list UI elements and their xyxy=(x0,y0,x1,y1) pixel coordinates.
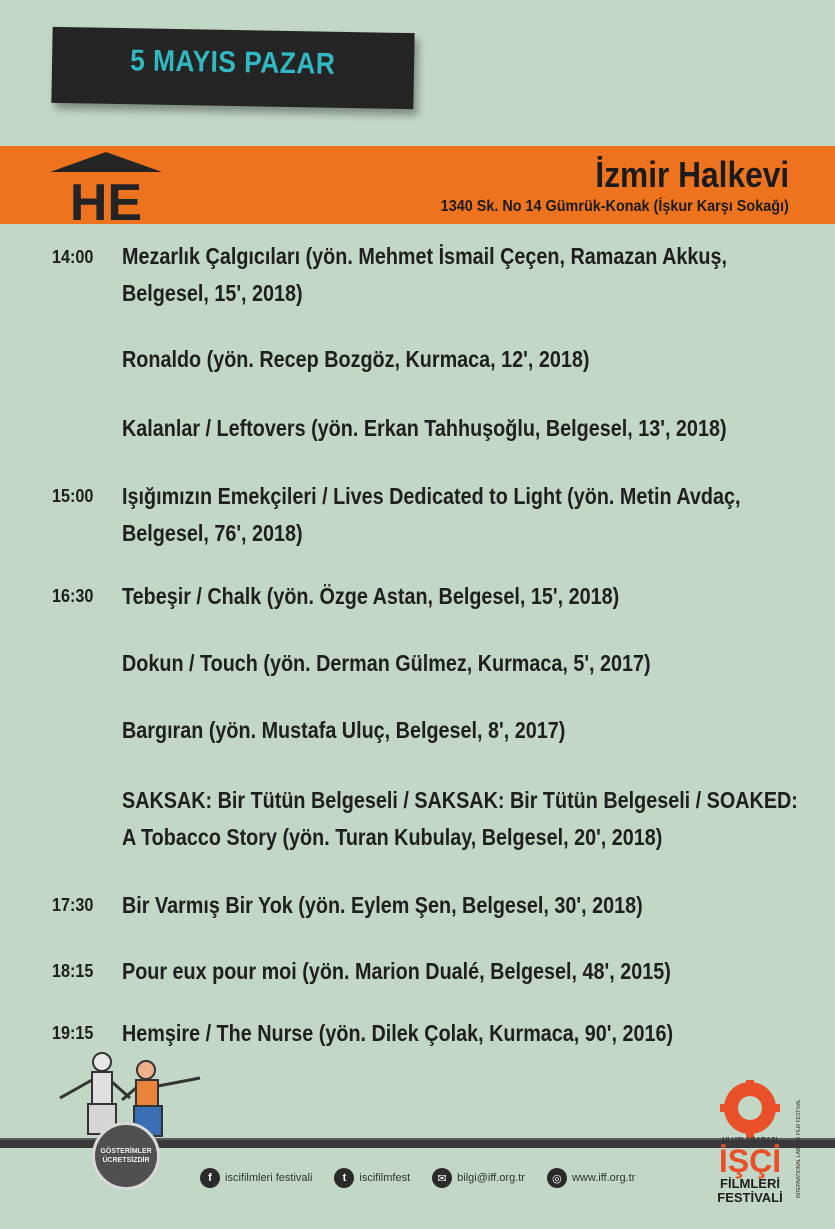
film-entry xyxy=(122,341,724,378)
svg-text:ULUSLARARASI: ULUSLARARASI xyxy=(722,1137,778,1144)
film-line: Dokun / Touch (yön. Derman Gülmez, Kurmaca, 5', 2017) xyxy=(122,650,651,676)
mail-icon: ✉ xyxy=(432,1168,452,1188)
svg-text:FESTİVALİ: FESTİVALİ xyxy=(717,1190,783,1205)
venue-name: İzmir Halkevi xyxy=(595,154,789,195)
venue-header xyxy=(0,146,835,224)
free-screenings-badge: GÖSTERİMLER ÜCRETSİZDİR xyxy=(92,1122,160,1190)
film-entry xyxy=(122,645,724,682)
film-line: Belgesel, 15', 2018) xyxy=(122,280,303,306)
film-line: SAKSAK: Bir Tütün Belgeseli / SAKSAK: Bir Tütün Belgeseli / SOAKED: xyxy=(122,787,798,813)
social-label: iscifilmleri festivali xyxy=(225,1172,313,1184)
film-line: Mezarlık Çalgıcıları (yön. Mehmet İsmail Çeçen, Ramazan Akkuş, xyxy=(122,243,727,269)
svg-text:INTERNATIONAL LABOUR FILM FEST: INTERNATIONAL LABOUR FILM FESTIVAL xyxy=(796,1099,802,1198)
film-line: Kalanlar / Leftovers (yön. Erkan Tahhuşoğlu, Belgesel, 13', 2018) xyxy=(122,415,727,441)
day-title: 5 MAYIS PAZAR xyxy=(129,44,336,81)
film-entry xyxy=(122,953,724,990)
schedule-time: 15:00 xyxy=(52,486,94,506)
film-entry xyxy=(122,1015,724,1052)
film-line: Bargıran (yön. Mustafa Uluç, Belgesel, 8', 2017) xyxy=(122,717,566,743)
twitter-icon: t xyxy=(334,1168,354,1188)
film-entry xyxy=(122,410,727,447)
social-email[interactable] xyxy=(432,1168,525,1188)
schedule-time: 19:15 xyxy=(52,1023,94,1043)
schedule-time: 17:30 xyxy=(52,895,94,915)
svg-text:HE: HE xyxy=(69,174,143,222)
film-entry xyxy=(122,887,724,924)
film-line: Hemşire / The Nurse (yön. Dilek Çolak, Kurmaca, 90', 2016) xyxy=(122,1020,674,1046)
social-links xyxy=(200,1168,635,1188)
film-line: Ronaldo (yön. Recep Bozgöz, Kurmaca, 12', 2018) xyxy=(122,346,590,372)
halkevi-logo xyxy=(48,150,164,222)
social-label: www.iff.org.tr xyxy=(571,1172,636,1184)
social-web[interactable] xyxy=(547,1168,635,1188)
film-entry xyxy=(122,238,727,312)
film-line: Pour eux pour moi (yön. Marion Dualé, Belgesel, 48', 2015) xyxy=(122,958,671,984)
festival-logo xyxy=(700,1080,810,1220)
schedule-time: 14:00 xyxy=(52,247,94,267)
facebook-icon: f xyxy=(200,1168,220,1188)
film-line: Tebeşir / Chalk (yön. Özge Astan, Belgesel, 15', 2018) xyxy=(122,583,620,609)
film-entry xyxy=(122,782,798,856)
social-label: iscifilmfest xyxy=(359,1172,411,1184)
film-entry xyxy=(122,478,741,552)
film-entry xyxy=(122,578,724,615)
film-line: Bir Varmış Bir Yok (yön. Eylem Şen, Belgesel, 30', 2018) xyxy=(122,892,643,918)
venue-address: 1340 Sk. No 14 Gümrük-Konak (İşkur Karşı Sokağı) xyxy=(440,198,789,215)
social-twitter[interactable] xyxy=(334,1168,410,1188)
social-label: bilgi@iff.org.tr xyxy=(457,1172,525,1184)
svg-text:FİLMLERİ: FİLMLERİ xyxy=(720,1176,780,1191)
schedule-time: 18:15 xyxy=(52,961,94,981)
film-line: A Tobacco Story (yön. Turan Kubulay, Belgesel, 20', 2018) xyxy=(122,824,663,850)
film-line: Belgesel, 76', 2018) xyxy=(122,520,303,546)
web-icon: ◎ xyxy=(547,1168,567,1188)
film-entry xyxy=(122,712,724,749)
film-line: Işığımızın Emekçileri / Lives Dedicated to Light (yön. Metin Avdaç, xyxy=(122,483,741,509)
social-facebook[interactable] xyxy=(200,1168,312,1188)
day-banner xyxy=(51,27,414,109)
schedule-time: 16:30 xyxy=(52,586,94,606)
svg-text:İŞÇİ: İŞÇİ xyxy=(718,1143,782,1179)
